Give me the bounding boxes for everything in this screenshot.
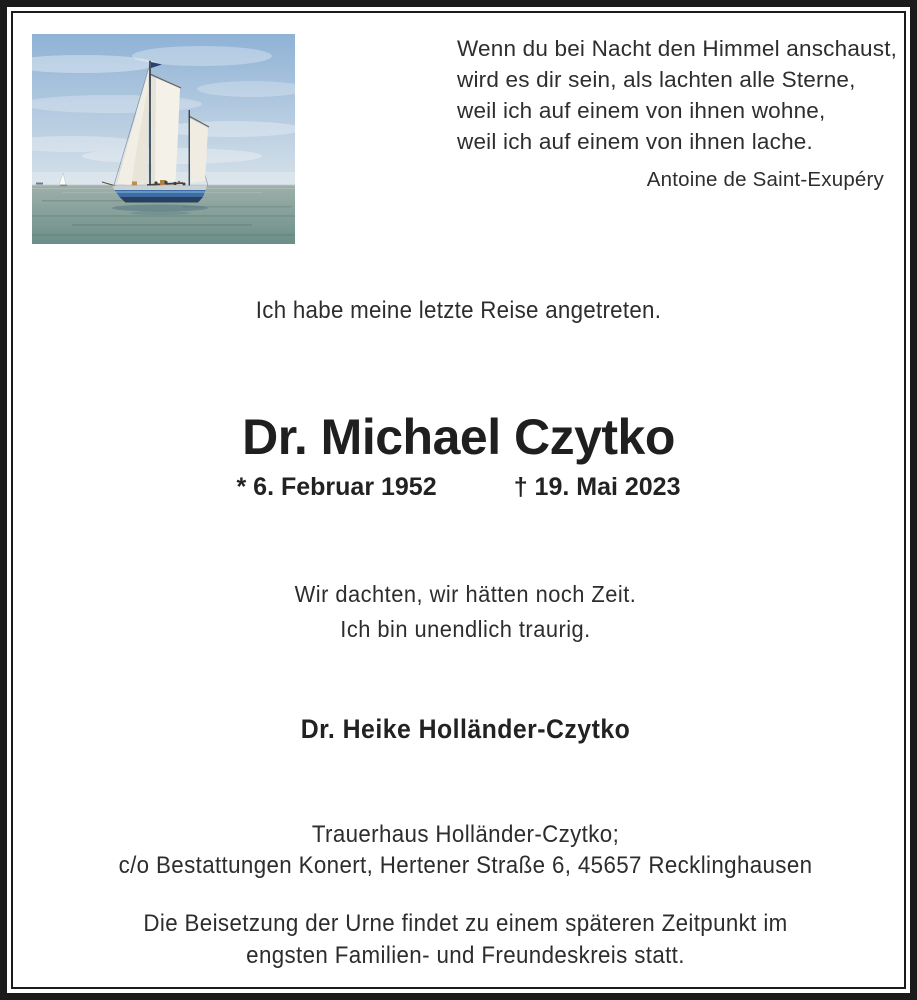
birth-date: * 6. Februar 1952: [236, 473, 437, 501]
hull: [112, 186, 207, 203]
main-mast: [149, 62, 151, 186]
frame-gap: [7, 7, 910, 993]
intro-line: Ich habe meine letzte Reise angetreten.: [255, 297, 662, 324]
contact-line: c/o Bestattungen Konert, Hertener Straße 6, 45657 Recklinghausen: [118, 852, 813, 879]
contact-line: Trauerhaus Holländer-Czytko;: [311, 821, 620, 848]
mast-top: [149, 61, 151, 63]
message-line: Wir dachten, wir hätten noch Zeit.: [294, 581, 637, 607]
boat-reflection: [112, 205, 208, 212]
poem-line: Wenn du bei Nacht den Himmel anschaust,: [457, 36, 898, 61]
deceased-name: Dr. Michael Czytko: [242, 409, 675, 465]
poem-line: weil ich auf einem von ihnen lache.: [457, 129, 813, 154]
life-dates: [13, 473, 904, 502]
funeral-home-contact: [58, 819, 874, 881]
burial-line: engsten Familien- und Freundeskreis statt.: [246, 942, 685, 969]
death-date: † 19. Mai 2023: [513, 473, 681, 501]
mourner-name: Dr. Heike Holländer-Czytko: [300, 714, 631, 744]
poem-line: wird es dir sein, als lachten alle Sterne,: [457, 67, 856, 92]
message-line: Ich bin unendlich traurig.: [340, 616, 591, 642]
poem-quote: [457, 33, 898, 195]
poem-line: weil ich auf einem von ihnen wohne,: [457, 98, 826, 123]
burial-notice: [58, 908, 874, 972]
mizzen-mast: [189, 110, 190, 188]
inner-frame: [11, 11, 906, 989]
mourning-message: [49, 577, 882, 647]
burial-line: Die Beisetzung der Urne findet zu einem späteren Zeitpunkt im: [143, 910, 788, 937]
sailboat-photo: [32, 34, 295, 244]
poem-attribution: Antoine de Saint-Exupéry: [646, 168, 884, 191]
mizzen-sail: [190, 118, 209, 183]
